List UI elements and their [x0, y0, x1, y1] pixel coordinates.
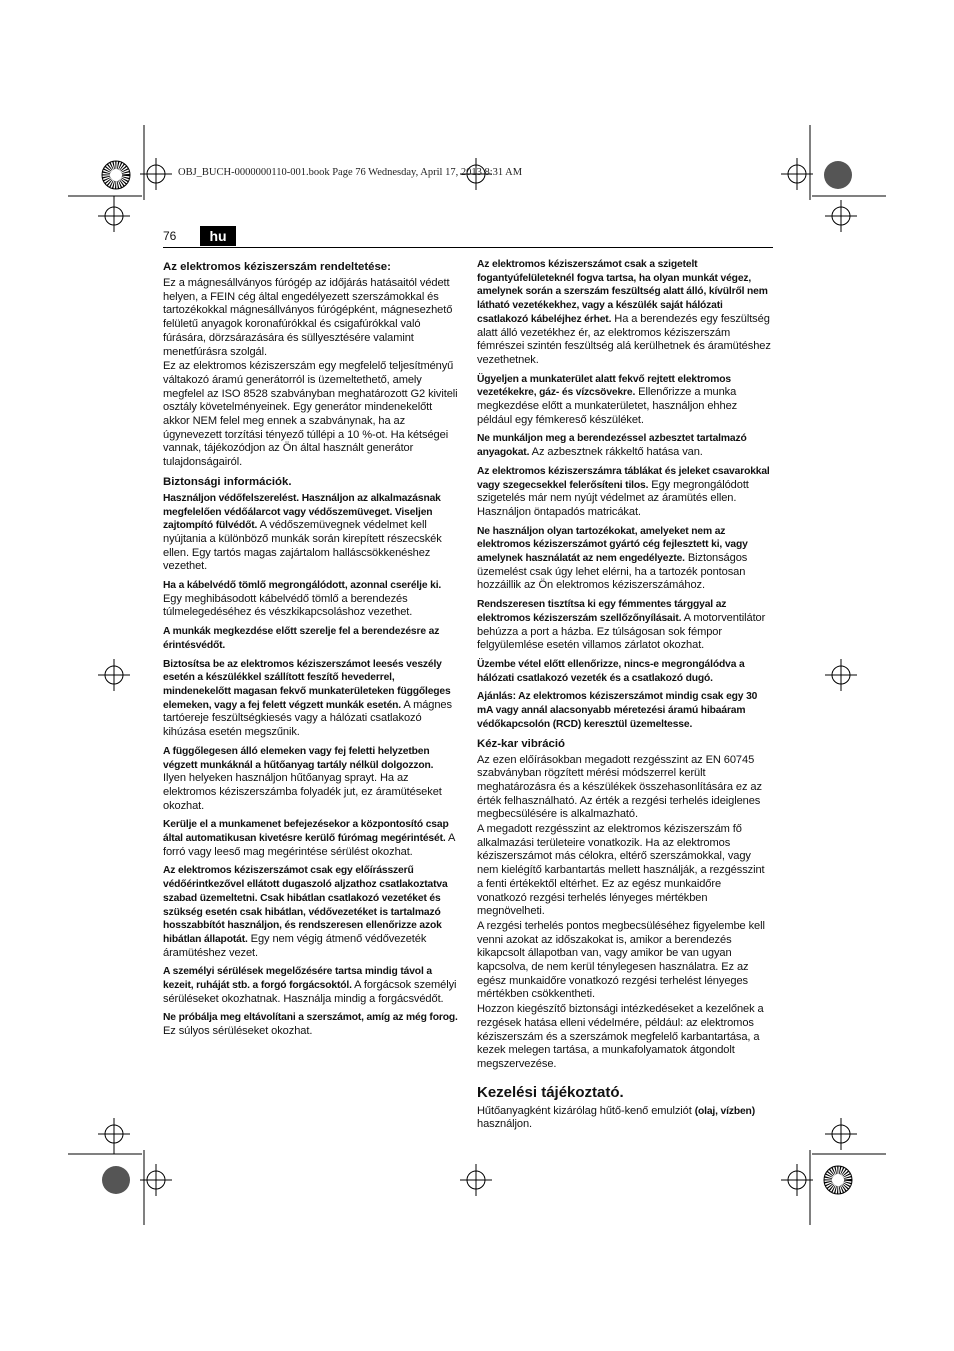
paragraph: A megadott rezgésszint az elektromos kéziszerszám fő alkalmazási területeire vonatkozik. Ha az elektromos kéziszerszámot más célokra, eltérő szerszámokkal, vagy nem kielégítő karbantartás mellett használják, a rezgésszint a fenti értékektől eltérhet. Ez az egész munkaidőre vonatkozó rezgési terhelés lényeges mértékben megnövelheti.	[477, 823, 765, 918]
safety-paragraph: Az elektromos kéziszerszámra táblákat és jeleket csavarokkal vagy szegecsekkel felerősíteni tilos. Egy megrongálódott szigetelés már nem nyújt védelmet az áramütés ellen. Használjon öntapadós matricákat.	[477, 465, 770, 518]
section-title-safety: Biztonsági információk.	[163, 475, 292, 488]
safety-paragraph: Ajánlás: Az elektromos kéziszerszámot mindig csak egy 30 mA vagy annál alacsonyabb méretezési áramú hibaáram védőkapcsolón (RCD) keresztül üzemeltesse.	[477, 691, 758, 730]
safety-paragraph: Ne használjon olyan tartozékokat, amelyeket nem az elektromos kéziszerszámot gyártó cég fejlesztett ki, vagy amelynek használatát az nem engedélyezte. Biztonságos üzemelést csak úgy lehet elérni, ha a tartozék pontosan hozzáillik az Ön elektromos kéziszerszámához.	[477, 525, 748, 592]
print-slug: OBJ_BUCH-0000000110-001.book Page 76 Wednesday, April 17, 2013 8:31 AM	[178, 167, 523, 178]
safety-paragraph: Az elektromos kéziszerszámot csak a szigetelt fogantyúfelületeknél fogva tartsa, ha olyan munkát végez, amelynek során a szerszám feszültség alatt álló, kívülről nem látható vezetékekhez, vagy a készülék saját hálózati csatlakozó kábeléjhez érhet. Ha a berendezés egy feszültség alatt álló vezetékhez ér, az elektromos kéziszerszám fémrészei szintén feszültség alá kerülhetnek és áramütéshez vezethetnek.	[477, 259, 771, 366]
safety-paragraph: Ügyeljen a munkaterület alatt fekvő rejtett elektromos vezetékekre, gáz- és vízcsövekre. Ellenőrizze a munka megkezdése előtt a munkaterületet, használjon ehhez például egy fémkereső készüléket.	[477, 373, 738, 426]
header-rule	[163, 247, 773, 248]
safety-paragraph: Üzembe vétel előtt ellenőrizze, nincs-e megrongálódva a hálózati csatlakozó vezeték és a csatlakozó dugó.	[477, 658, 745, 684]
paragraph: Ez a mágnesállványos fúrógép az időjárás hatásaitól védett helyen, a FEIN cég által engedélyezett szerszámokkal és tartozékokkal mágnesállványos fúrógépként, mágnesezhető felületű anyagok koronafúrókkal és csigafúrókkal való fúrására, dörzsárazására és süllyesztésére valamint menetfúrásra szolgál.	[163, 277, 453, 358]
safety-paragraph: Rendszeresen tisztítsa ki egy fémmentes tárggyal az elektromos kéziszerszám szellőzőnyílásait. A motorventilátor behúzza a port a házba. Ez túlságosan sok fémpor felgyülemlése esetén villamos zárlatot okozhat.	[477, 599, 766, 652]
safety-paragraph: Az elektromos kéziszerszámot csak egy előírásszerű védőérintkezővel ellátott dugaszoló aljzathoz csatlakoztatva szabad üzemeltetni. Csak hibátlan csatlakozó vezetéket és szükség esetén csak hibátlan, védővezetéket is tartalmazó hosszabbítót használjon, és rendszeresen ellenőrizze azok hibátlan állapotát. Egy nem végig átmenő védővezeték áramütéshez vezet.	[163, 865, 448, 959]
safety-paragraph: Ne munkáljon meg a berendezéssel azbesztet tartalmazó anyagokat. Az azbesztnek rákkeltő hatása van.	[477, 433, 747, 459]
paragraph: A rezgési terhelés pontos megbecsüléséhez figyelembe kell venni azokat az időszakokat is, amikor a berendezés kikapcsolt állapotban van, vagy amikor be van ugyan kapcsolva, de nem kerül ténylegesen használatra. Ez az egész munkaidőre vonatkozó rezgési terhelést lényeges mértékben csökkentheti.	[477, 919, 765, 1001]
paragraph: Hozzon kiegészítő biztonsági intézkedéseket a kezelőnek a rezgések hatása elleni védelmére, például: az elektromos kéziszerszám és a szerszámok megfelelő karbantartása, a kezek melegen tartása, a munkafolyamatok átgondolt megszervezése.	[477, 1003, 764, 1070]
language-badge: hu	[200, 226, 236, 246]
safety-paragraph: A munkák megkezdése előtt szerelje fel a berendezésre az érintésvédőt.	[163, 626, 440, 651]
paragraph: Ez az elektromos kéziszerszám egy megfelelő teljesítményű váltakozó áramú generátorról is üzemeltethető, amely megfelel az ISO 8528 szabványban meghatározott G2 kiviteli osztály követelményeinek. Egy generátor mindenekelőtt akkor NEM felel meg ennek a szabványnak, ha az úgynevezett torzítási tényező túllépi a 10 %-ot. Ha kétségei vannak, tájékozódjon az Ön által használt generátor tulajdonságairól.	[163, 360, 458, 469]
section-title-operating: Kezelési tájékoztató.	[477, 1083, 624, 1101]
left-column	[163, 258, 458, 1044]
safety-paragraph: Biztosítsa be az elektromos kéziszerszámot leesés veszély esetén a készülékkel szállított feszítő hevederrel, mindenekelőtt magasan fekvő munkaterületeken függőleges elemeken, vagy a fej felett végzett munkák esetén. A mágnes tartóereje feszültségkiesés vagy a hálózati csatlakozó kihúzása esetén megszűnik.	[163, 658, 452, 739]
paragraph: Az ezen előírásokban megadott rezgésszint az EN 60745 szabványban rögzített mérési módszerrel került meghatározásra és a készülékek összehasonlítására ez az érték felhasználható. Az érték a rezgési terhelés ideiglenes megbecsülésére is alkalmazható.	[477, 753, 762, 821]
safety-paragraph: A személyi sérülések megelőzésére tartsa mindig távol a kezeit, ruháját stb. a forgó forgácsoktól. A forgácsok személyi sérüléseket okozhatnak. Használja mindig a forgácsvédőt.	[163, 966, 457, 1005]
safety-paragraph: Ne próbálja meg eltávolítani a szerszámot, amíg az még forog. Ez súlyos sérüléseket okozhat.	[163, 1012, 458, 1038]
section-title-intended-use: Az elektromos kéziszerszám rendeltetése:	[163, 261, 391, 273]
safety-paragraph: A függőlegesen álló elemeken vagy fej feletti helyzetben végzett munkáknál a hűtőanyag tartály nélkül dolgozzon. Ilyen helyeken használjon hűtőanyag sprayt. Ha az elektromos kéziszerszámba folyadék jut, ez áramütéseket okozhat.	[163, 745, 442, 812]
page-number: 76	[163, 229, 177, 243]
section-title-vibration: Kéz-kar vibráció	[477, 737, 565, 750]
safety-paragraph: Használjon védőfelszerelést. Használjon az alkalmazásnak megfelelően védőálarcot vagy védőszemüveget. Viseljen zajtompító fülvédőt. A védőszemüvegnek védelmet kell nyújtania a különböző munkák során kirepített részecskék ellen. Egy tartós magas zajártalom halláscsökkenéshez vezethet.	[163, 492, 442, 573]
safety-paragraph: Ha a kábelvédő tömlő megrongálódott, azonnal cserélje ki. Egy meghibásodott kábelvédő tömlő a berendezés túlmelegedéséhez és vészkikapcsoláshoz vezethet.	[163, 580, 442, 619]
paragraph: Hűtőanyagként kizárólag hűtő-kenő emulziót (olaj, vízben) használjon.	[477, 1104, 755, 1131]
safety-paragraph: Kerülje el a munkamenet befejezésekor a központosító csap által automatikusan kivetésre kerülő fúrómag megérintését. A forró vagy leeső mag megérintése sérülést okozhat.	[163, 819, 455, 858]
right-column	[477, 258, 772, 1137]
